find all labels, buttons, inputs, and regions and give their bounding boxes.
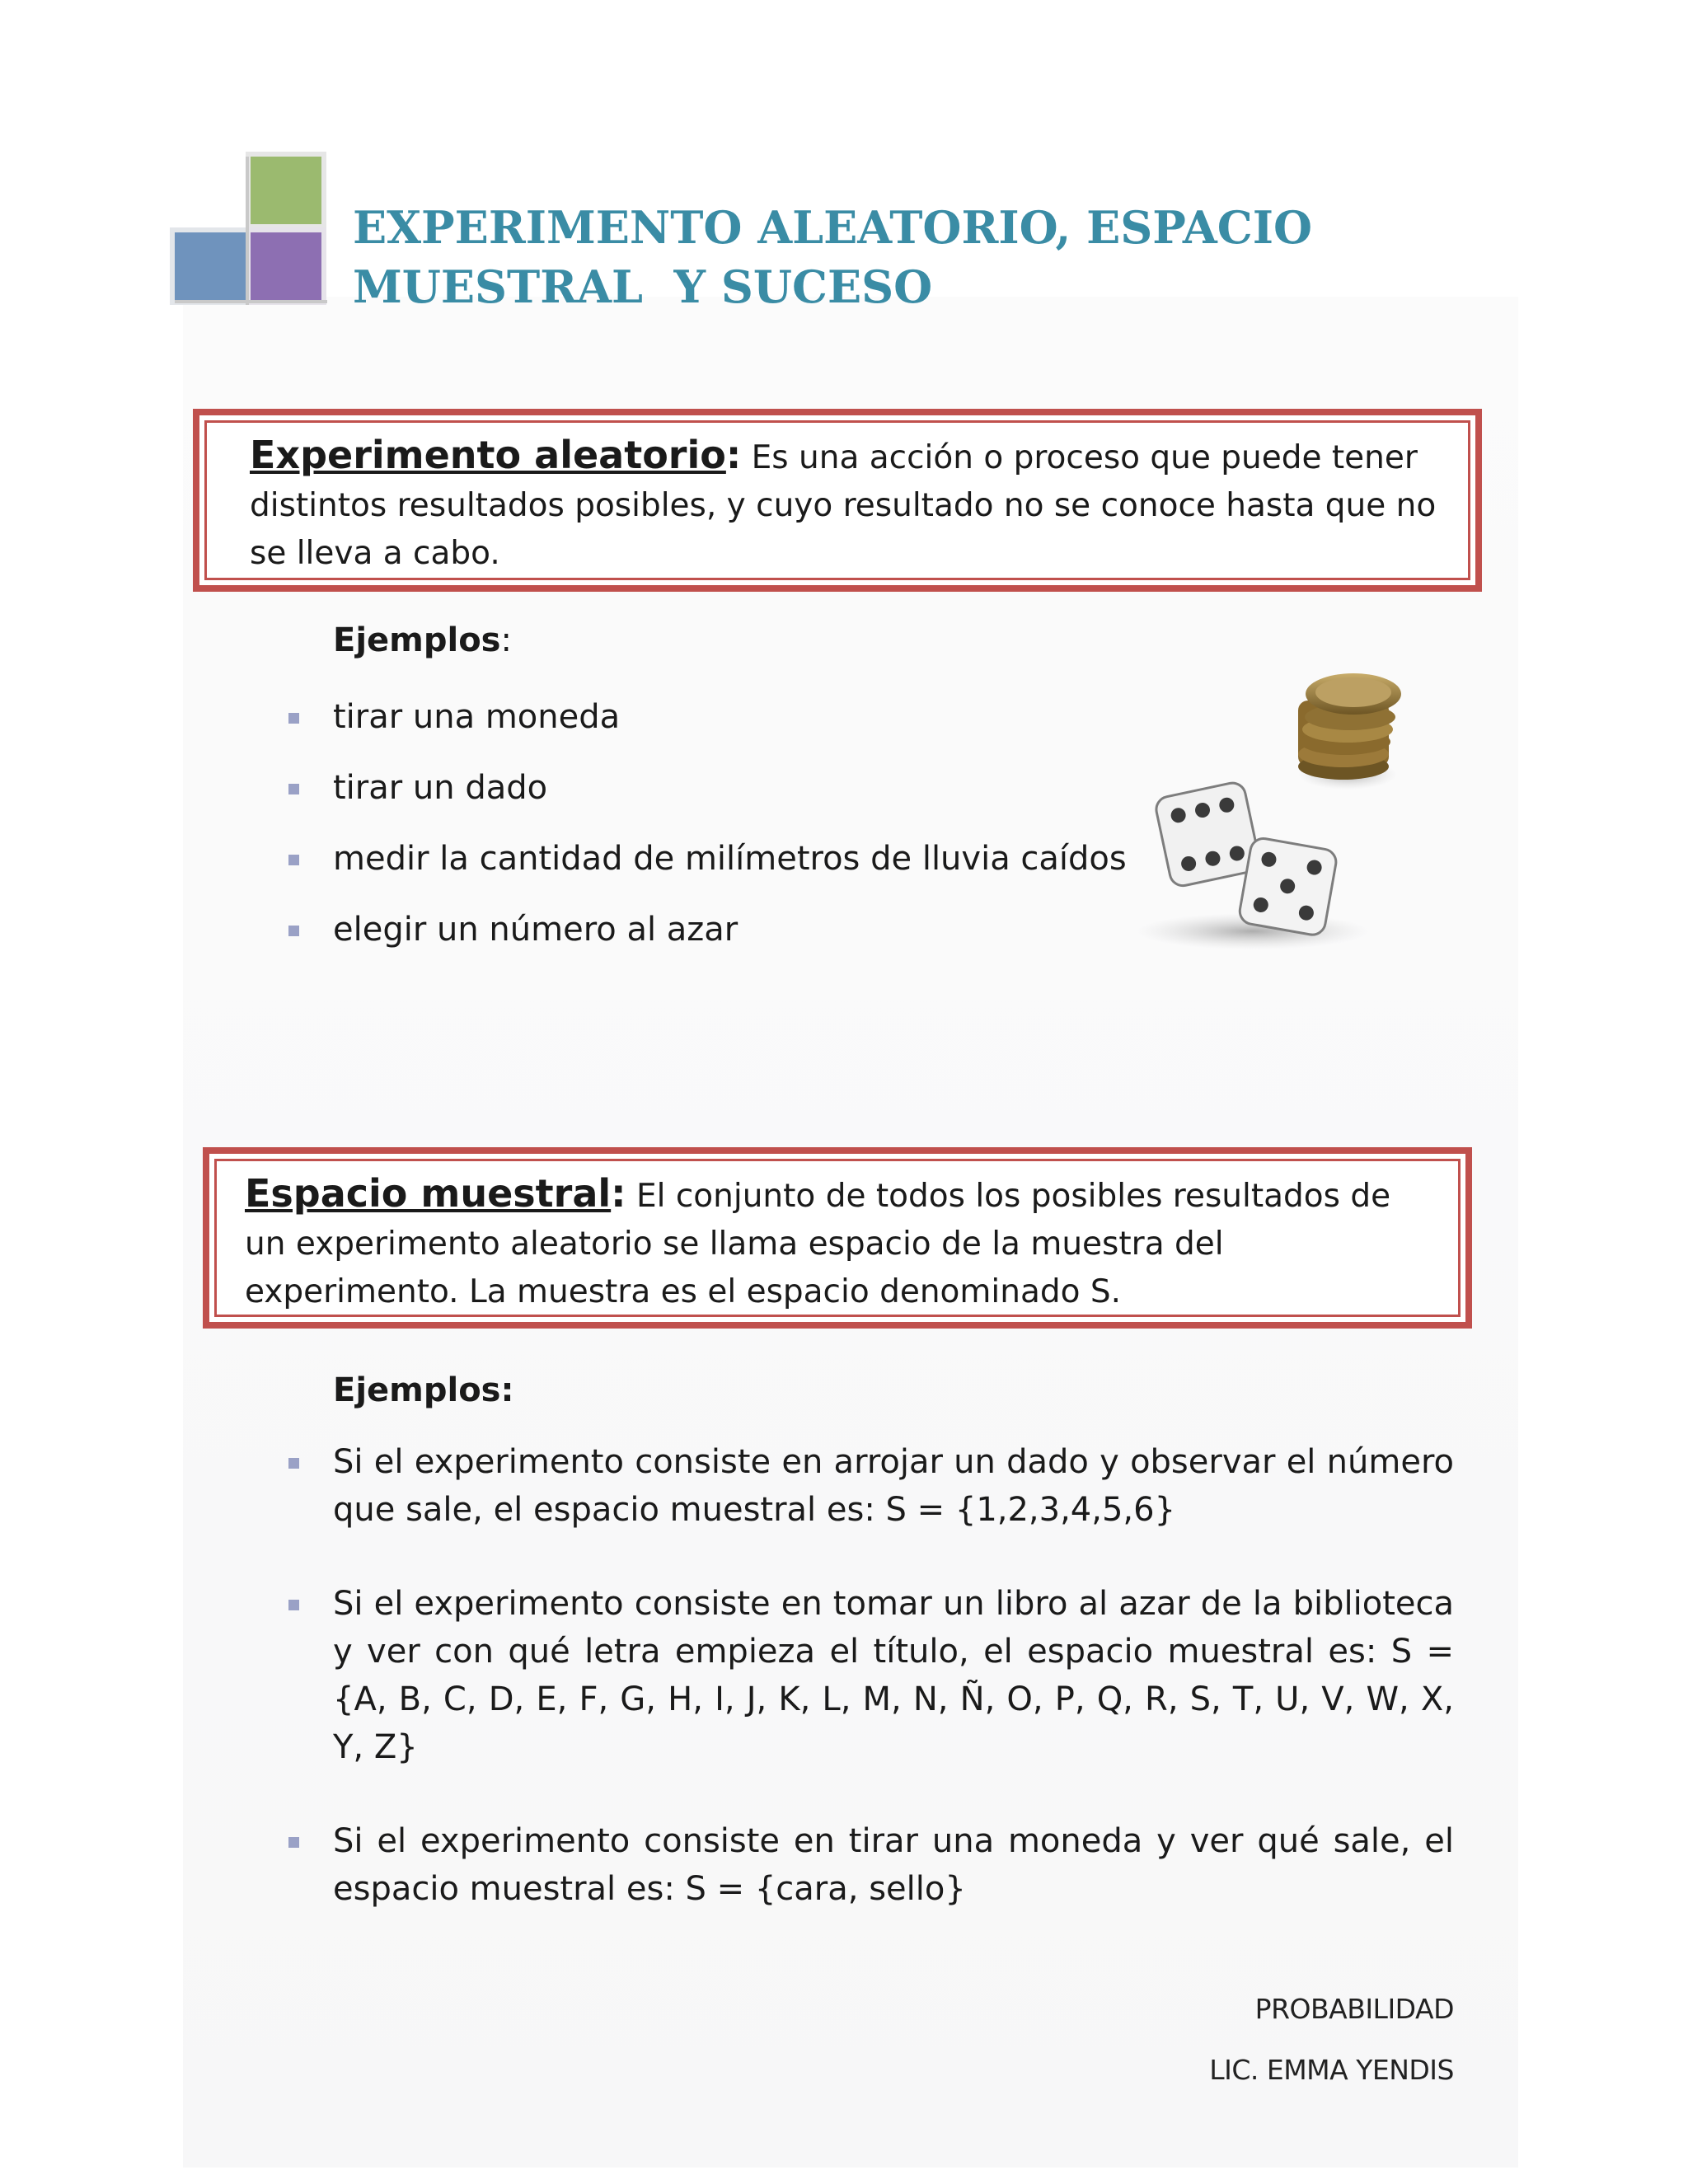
bullet-square-icon [288,926,299,936]
definition-colon: : [725,433,742,477]
list-item-text: tirar una moneda [333,698,621,736]
list-item [333,1580,1454,1771]
examples-heading-1 [333,621,512,659]
definition-box-experimento [193,409,1482,592]
title-line-2: MUESTRAL Y SUCESO [353,260,933,313]
logo-purple-square [251,232,321,300]
definition-colon: : [611,1171,626,1216]
definition-box-inner [204,420,1470,580]
bullet-square-icon [288,1600,299,1610]
examples-heading-colon: : [500,621,512,659]
list-item [333,693,1127,764]
logo-line-vertical [246,157,249,305]
definition-term: Espacio muestral [245,1171,612,1216]
list-item-text: Si el experimento consiste en tirar una moneda y ver qué sale, el espacio muestral es: S = {cara, sello} [333,1822,1454,1908]
bullet-square-icon [288,713,299,724]
list-item-text: tirar un dado [333,769,548,807]
list-item [333,764,1127,835]
list-item [333,1438,1454,1534]
bullet-square-icon [288,1837,299,1848]
examples-list-2 [333,1438,1454,1959]
logo-line-horizontal [175,300,327,303]
footer-author: LIC. EMMA YENDIS [1209,2054,1454,2086]
logo-blue-square [175,232,246,300]
definition-text: El conjunto de todos los posibles resultados de un experimento aleatorio se llama espacio de la muestra del experimento. La muestra es el espacio denominado S. [245,1178,1391,1310]
list-item [333,1817,1454,1913]
list-item-text: Si el experimento consiste en tomar un libro al azar de la biblioteca y ver con qué letra empieza el título, el espacio muestral es: S = {A, B, C, D, E, F, G, H, I, J, K, L, M, N, Ñ, O, P, Q, R, S, T, U, V, W, X, Y, Z} [333,1585,1454,1766]
title-line-1: EXPERIMENTO ALEATORIO, ESPACIO [353,201,1313,254]
dice-icon [1137,780,1368,949]
bullet-square-icon [288,1458,299,1469]
logo-green-square [251,157,321,224]
list-item [333,835,1127,906]
list-item-text: medir la cantidad de milímetros de lluvia caídos [333,840,1127,878]
list-item-text: elegir un número al azar [333,911,738,949]
coin-stack-icon [1298,673,1401,790]
footer-subject: PROBABILIDAD [1254,1993,1454,2025]
examples-list-1 [333,693,1127,977]
definition-text: Es una acción o proceso que puede tener distintos resultados posibles, y cuyo resultado no se conoce hasta que no se lleva a cabo. [250,439,1437,572]
bullet-square-icon [288,784,299,794]
examples-heading-label: Ejemplos [333,621,501,659]
logo-squares [175,157,327,309]
list-item [333,906,1127,977]
examples-heading-2 [333,1371,513,1409]
page-title [353,198,1342,316]
definition-box-inner [214,1159,1461,1317]
coins-and-dice-illustration [1137,651,1442,956]
definition-box-espacio-muestral [203,1147,1472,1329]
definition-term: Experimento aleatorio [250,433,726,477]
examples-heading-label: Ejemplos: [333,1371,514,1409]
list-item-text: Si el experimento consiste en arrojar un dado y observar el número que sale, el espacio muestral es: S = {1,2,3,4,5,6} [333,1443,1454,1529]
bullet-square-icon [288,855,299,865]
